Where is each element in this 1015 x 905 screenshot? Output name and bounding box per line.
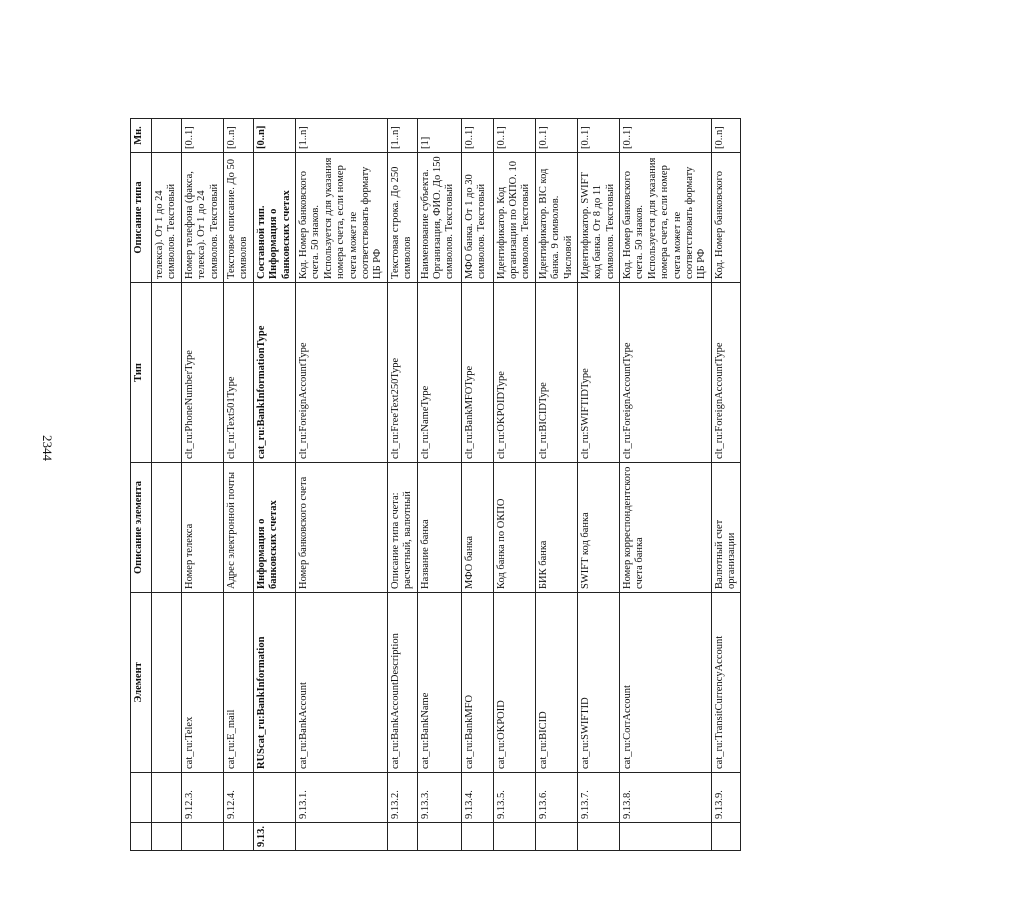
- cell-element-desc: SWIFT код банка: [577, 463, 619, 593]
- cell-mult: [0..1]: [181, 119, 223, 153]
- table-row: [577, 119, 619, 851]
- cell-element: cat_ru:OKPOID: [493, 593, 535, 773]
- cell-element-desc: Номер банковского счета: [296, 463, 388, 593]
- table-row: [620, 119, 712, 851]
- table-header-row: [131, 119, 152, 851]
- table-row: [181, 119, 223, 851]
- cell-type-desc: Текстовая строка. До 250 символов: [387, 153, 417, 283]
- cell-element: cat_ru:E_mail: [223, 593, 253, 773]
- cell-num: [535, 823, 577, 851]
- cell-type-desc: МФО банка. От 1 до 30 символов. Текстовый: [461, 153, 493, 283]
- cell-element: RUScat_ru:BankInformation: [253, 593, 295, 773]
- cell-type-desc: Номер телефона (факса, телекса). От 1 до 24 символов. Текстовый: [181, 153, 223, 283]
- cell-element: cat_ru:BankAccountDescription: [387, 593, 417, 773]
- cell-type: clt_ru:SWIFTIDType: [577, 283, 619, 463]
- cell-num2: 9.13.1.: [296, 773, 388, 823]
- cell-mult: [1]: [417, 119, 461, 153]
- cell-num: [181, 823, 223, 851]
- cell-type-desc: Идентификатор. BIC код банка. 9 символов. Числовой: [535, 153, 577, 283]
- header-element: Элемент: [131, 593, 152, 773]
- table-row: [535, 119, 577, 851]
- cell-num: [577, 823, 619, 851]
- table-row: [223, 119, 253, 851]
- cell-element-desc: Адрес электронной почты: [223, 463, 253, 593]
- cell-num2: 9.12.3.: [181, 773, 223, 823]
- cell-mult: [0..1]: [620, 119, 712, 153]
- cell-element: cat_ru:SWIFTID: [577, 593, 619, 773]
- table-row: [711, 119, 741, 851]
- cell-element: cat_ru:BankMFO: [461, 593, 493, 773]
- cell-type: clt_ru:BICIDType: [535, 283, 577, 463]
- cell-type-desc: Наименование субъекта. Организация, ФИО. До 150 символов. Текстовый: [417, 153, 461, 283]
- cell-element: cat_ru:Telex: [181, 593, 223, 773]
- cell-element-desc: Валютный счет организации: [711, 463, 741, 593]
- cell-element-desc: БИК банка: [535, 463, 577, 593]
- cell-mult: [0..n]: [223, 119, 253, 153]
- cell-num2: 9.13.5.: [493, 773, 535, 823]
- cell-element-desc: Информация о банковских счетах: [253, 463, 295, 593]
- cell-element-desc: МФО банка: [461, 463, 493, 593]
- header-num: [131, 823, 152, 851]
- cell-type-desc: Код. Номер банковского: [711, 153, 741, 283]
- header-type-desc: Описание типа: [131, 153, 152, 283]
- table-row: [152, 119, 182, 851]
- cell-type: clt_ru:BankMFOType: [461, 283, 493, 463]
- table-sheet: [110, 0, 737, 905]
- header-num2: [131, 773, 152, 823]
- cell-element-desc: Номер телекса: [181, 463, 223, 593]
- cell-type: [152, 283, 182, 463]
- cell-num2: 9.13.2.: [387, 773, 417, 823]
- table-row: [387, 119, 417, 851]
- cell-type: cat_ru:BankInformationType: [253, 283, 295, 463]
- cell-type-desc: телекса). От 1 до 24 символов. Текстовый: [152, 153, 182, 283]
- rotated-page: [110, 0, 1015, 847]
- cell-num: [223, 823, 253, 851]
- cell-element: [152, 593, 182, 773]
- cell-element-desc: [152, 463, 182, 593]
- table-row: [493, 119, 535, 851]
- cell-num: [711, 823, 741, 851]
- cell-type: clt_ru:ForeignAccountType: [711, 283, 741, 463]
- cell-type-desc: Составной тип. Информация о банковских счетах: [253, 153, 295, 283]
- cell-element: cat_ru:TransitCurrencyAccount: [711, 593, 741, 773]
- cell-type: clt_ru:NameType: [417, 283, 461, 463]
- cell-mult: [1..n]: [387, 119, 417, 153]
- cell-mult: [0..1]: [535, 119, 577, 153]
- cell-type: clt_ru:OKPOIDType: [493, 283, 535, 463]
- cell-mult: [0..1]: [493, 119, 535, 153]
- cell-num2: 9.12.4.: [223, 773, 253, 823]
- cell-type: clt_ru:PhoneNumberType: [181, 283, 223, 463]
- header-type: Тип: [131, 283, 152, 463]
- cell-num: [387, 823, 417, 851]
- cell-type-desc: Код. Номер банковского счета. 50 знаков. Используется для указания номера счета, если номер счета может не соответствовать формату ЦБ РФ: [296, 153, 388, 283]
- cell-num: [296, 823, 388, 851]
- cell-type: clt_ru:FreeText250Type: [387, 283, 417, 463]
- cell-num2: 9.13.7.: [577, 773, 619, 823]
- header-mult: Мн.: [131, 119, 152, 153]
- cell-mult: [0..n]: [253, 119, 295, 153]
- cell-num2: 9.13.9.: [711, 773, 741, 823]
- table-row: [461, 119, 493, 851]
- cell-num2: 9.13.3.: [417, 773, 461, 823]
- cell-element-desc: Описание типа счета: расчетный, валютный: [387, 463, 417, 593]
- cell-num: [493, 823, 535, 851]
- cell-mult: [0..n]: [711, 119, 741, 153]
- cell-element-desc: Название банка: [417, 463, 461, 593]
- cell-type: clt_ru:ForeignAccountType: [296, 283, 388, 463]
- cell-type: clt_ru:ForeignAccountType: [620, 283, 712, 463]
- cell-element: cat_ru:BankName: [417, 593, 461, 773]
- cell-type-desc: Код. Номер банковского счета. 50 знаков. Используется для указания номера счета, если номер счета может не соответствовать формату ЦБ РФ: [620, 153, 712, 283]
- spec-table: [130, 118, 741, 851]
- cell-element-desc: Код банка по ОКПО: [493, 463, 535, 593]
- cell-num: 9.13.: [253, 823, 295, 851]
- cell-element-desc: Номер корреспондентского счета банка: [620, 463, 712, 593]
- table-row: [253, 119, 295, 851]
- cell-type: clt_ru:Text501Type: [223, 283, 253, 463]
- cell-element: cat_ru:BankAccount: [296, 593, 388, 773]
- header-element-desc: Описание элемента: [131, 463, 152, 593]
- cell-num2: 9.13.8.: [620, 773, 712, 823]
- cell-num2: [253, 773, 295, 823]
- cell-type-desc: Идентификатор. Код организации по ОКПО. 10 символов. Текстовый: [493, 153, 535, 283]
- cell-element: cat_ru:BICID: [535, 593, 577, 773]
- cell-num2: 9.13.6.: [535, 773, 577, 823]
- cell-num2: 9.13.4.: [461, 773, 493, 823]
- cell-type-desc: Текстовое описание. До 50 символов: [223, 153, 253, 283]
- cell-mult: [0..1]: [577, 119, 619, 153]
- cell-element: cat_ru:CorrAccount: [620, 593, 712, 773]
- table-row: [417, 119, 461, 851]
- cell-num: [152, 823, 182, 851]
- cell-mult: [152, 119, 182, 153]
- cell-num: [620, 823, 712, 851]
- cell-num2: [152, 773, 182, 823]
- cell-mult: [1..n]: [296, 119, 388, 153]
- table-row: [296, 119, 388, 851]
- cell-num: [417, 823, 461, 851]
- cell-type-desc: Идентификатор. SWIFT код банка. От 8 до 11 символов. Текстовый: [577, 153, 619, 283]
- cell-mult: [0..1]: [461, 119, 493, 153]
- cell-num: [461, 823, 493, 851]
- page-number: 2344: [40, 435, 55, 461]
